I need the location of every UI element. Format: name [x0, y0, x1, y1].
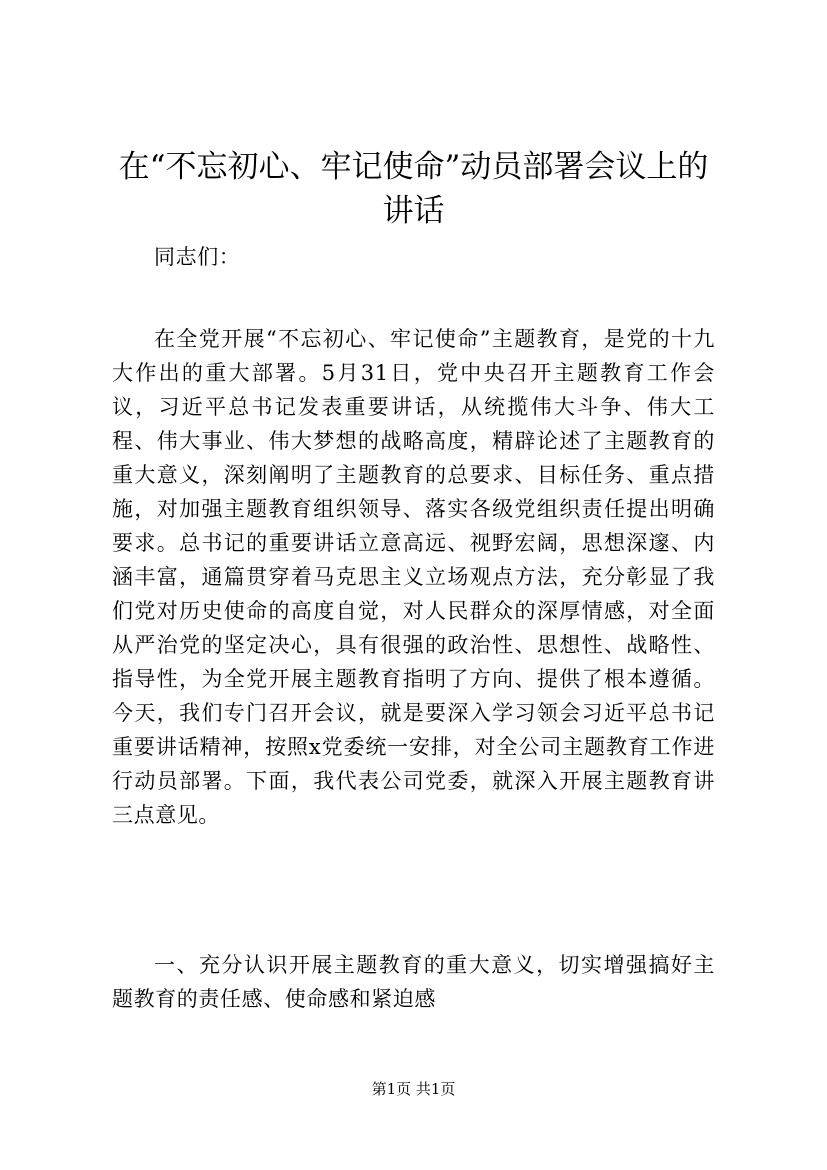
page-footer: 第1页 共1页	[371, 1080, 456, 1098]
document-title	[96, 145, 731, 233]
salutation: 同志们：	[154, 245, 241, 269]
title-line-1: 在“不忘初心、牢记使命”动员部署会议上的	[118, 149, 709, 185]
section-heading-1: 一、充分认识开展主题教育的重大意义，切实增强搞好主题教育的责任感、使命感和紧迫感	[112, 953, 715, 1011]
title-line-2: 讲话	[382, 193, 445, 229]
body-paragraph-1: 在全党开展“不忘初心、牢记使命”主题教育，是党的十九大作出的重大部署。5月31日，党中央召开主题教育工作会议，习近平总书记发表重要讲话，从统揽伟大斗争、伟大工程、伟大事业、伟大梦想的战略高度，精辟论述了主题教育的重大意义，深刻阐明了主题教育的总要求、目标任务、重点措施，对加强主题教育组织领导、落实各级党组织责任提出明确要求。总书记的重要讲话立意高远、视野宏阔，思想深邃、内涵丰富，通篇贯穿着马克思主义立场观点方法，充分彰显了我们党对历史使命的高度自觉，对人民群众的深厚情感，对全面从严治党的坚定决心，具有很强的政治性、思想性、战略性、指导性，为全党开展主题教育指明了方向、提供了根本遵循。今天，我们专门召开会议，就是要深入学习领会习近平总书记重要讲话精神，按照x党委统一安排，对全公司主题教育工作进行动员部署。下面，我代表公司党委，就深入开展主题教育讲三点意见。	[112, 327, 715, 827]
